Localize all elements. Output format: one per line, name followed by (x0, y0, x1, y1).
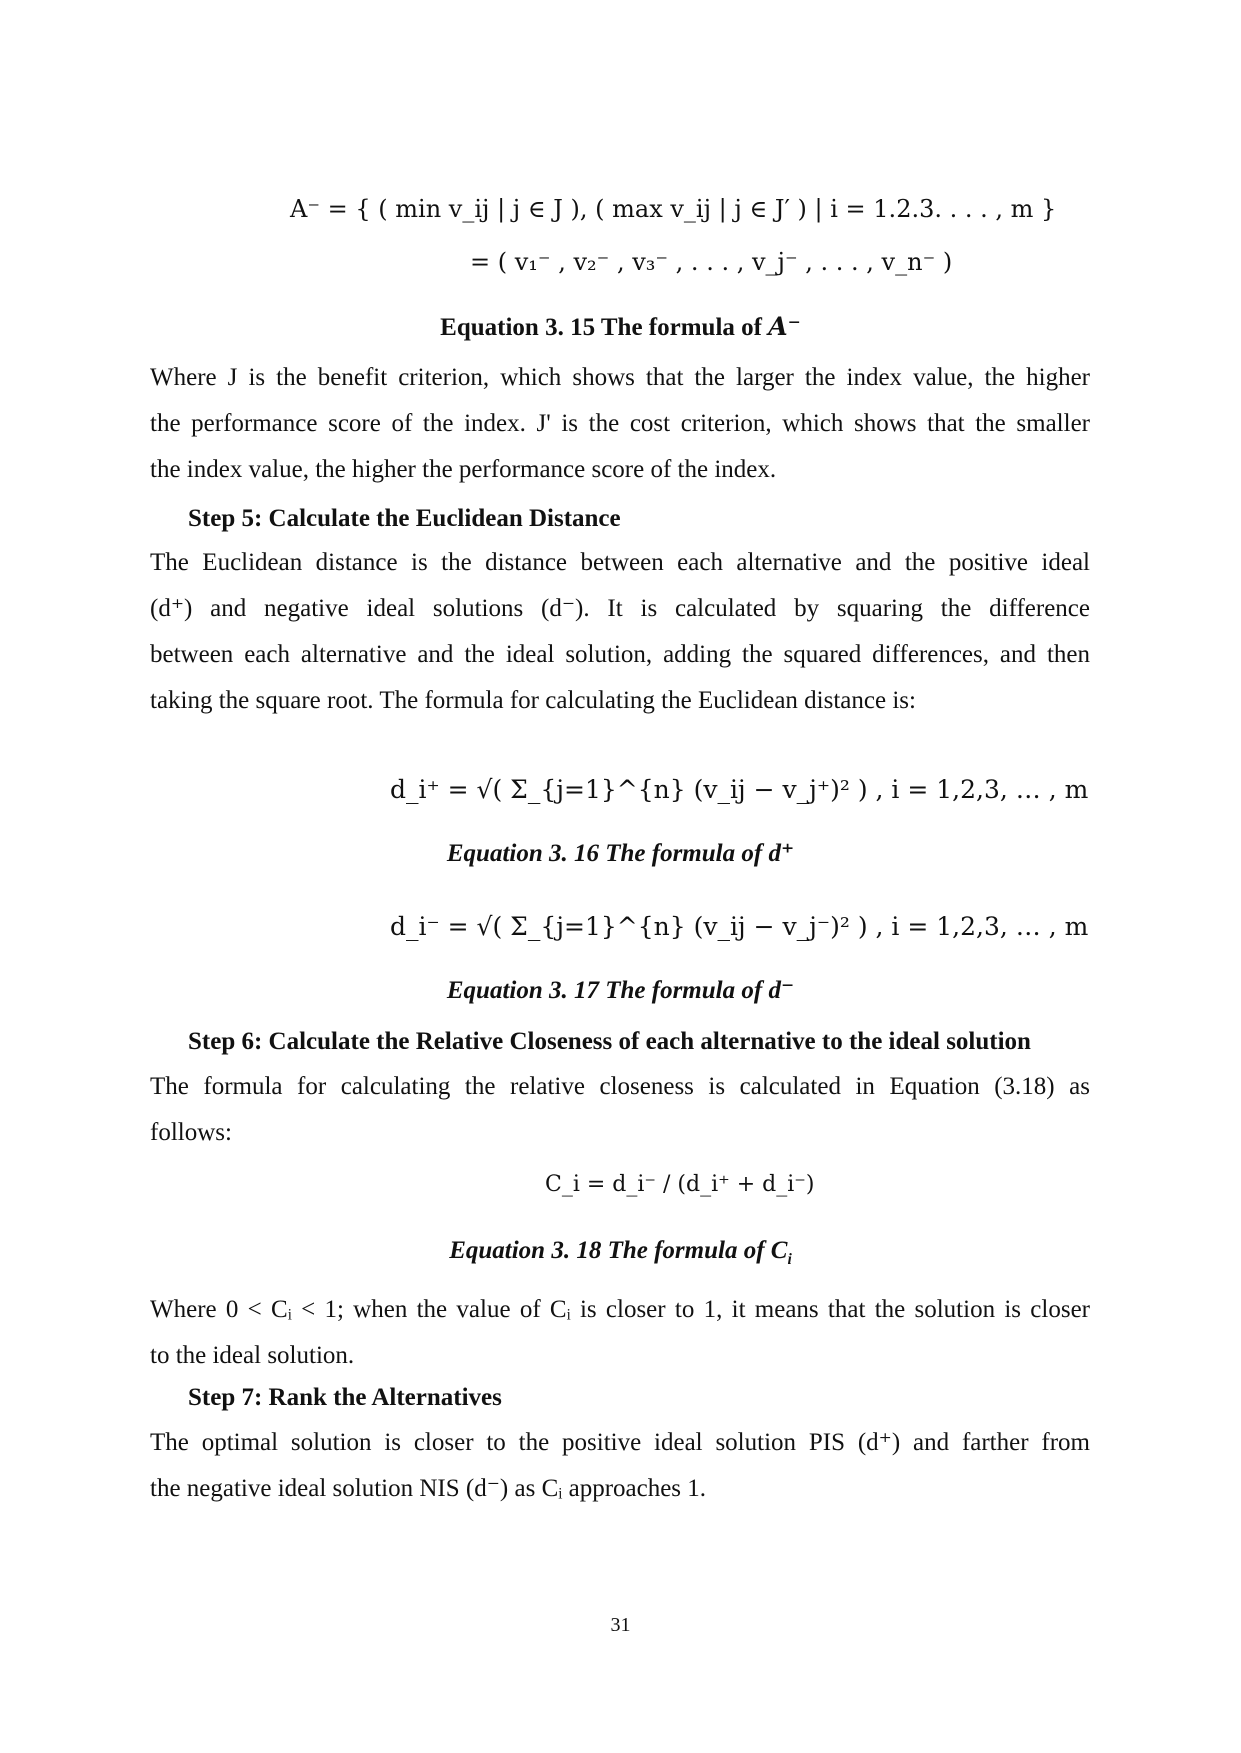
equation-3-15-line-2: = ( v₁⁻ , v₂⁻ , v₃⁻ , . . . , v_j⁻ , . . . , v_n⁻ ) (470, 248, 953, 276)
equation-3-17: d_i⁻ = √( Σ_{j=1}^{n} (v_ij − v_j⁻)² ) , i = 1,2,3, … , m (390, 912, 1089, 941)
step-5-heading: Step 5: Calculate the Euclidean Distance (188, 505, 621, 532)
equation-3-15-line-1: A⁻ = { ( min v_ij | j ∈ J ), ( max v_ij | j ∈ J′ ) | i = 1.2.3. . . . , m } (290, 195, 1057, 223)
equation-3-18: C_i = d_i⁻ / (d_i⁺ + d_i⁻) (545, 1172, 815, 1197)
page-number: 31 (610, 1614, 631, 1636)
paragraph-relative-closeness: The formula for calculating the relative closeness is calculated in Equation (3.18) as follows: (150, 1073, 1090, 1146)
step-7-heading: Step 7: Rank the Alternatives (188, 1384, 502, 1411)
equation-3-16: d_i⁺ = √( Σ_{j=1}^{n} (v_ij − v_j⁺)² ) , i = 1,2,3, … , m (390, 775, 1089, 804)
equation-3-15-caption: Equation 3. 15 The formula of A⁻ (440, 312, 801, 341)
paragraph-rank-alternatives: The optimal solution is closer to the positive ideal solution PIS (d⁺) and farther from the negative ideal solution NIS (d⁻) as Cᵢ approaches 1. (150, 1429, 1090, 1502)
step-6-heading: Step 6: Calculate the Relative Closeness of each alternative to the ideal solution (188, 1028, 1031, 1055)
equation-3-18-caption: Equation 3. 18 The formula of $C_i$ (449, 1237, 792, 1268)
paragraph-ci-range: Where 0 < Cᵢ < 1; when the value of Cᵢ is closer to 1, it means that the solution is closer to the ideal solution. (150, 1296, 1090, 1369)
paragraph-euclidean-distance: The Euclidean distance is the distance between each alternative and the positive ideal (d⁺) and negative ideal solutions (d⁻). It is calculated by squaring the difference between each alternative and the ideal solution, adding the squared differences, and then taking the square root. The formula for calculating the Euclidean distance is: (150, 549, 1090, 714)
paragraph-benefit-cost-criterion: Where J is the benefit criterion, which shows that the larger the index value, the higher the performance score of the index. J' is the cost criterion, which shows that the smaller the index value, the higher the performance score of the index. (150, 364, 1090, 483)
equation-3-17-caption: Equation 3. 17 The formula of d⁻ (446, 977, 795, 1004)
equation-3-16-caption: Equation 3. 16 The formula of d⁺ (446, 840, 795, 867)
